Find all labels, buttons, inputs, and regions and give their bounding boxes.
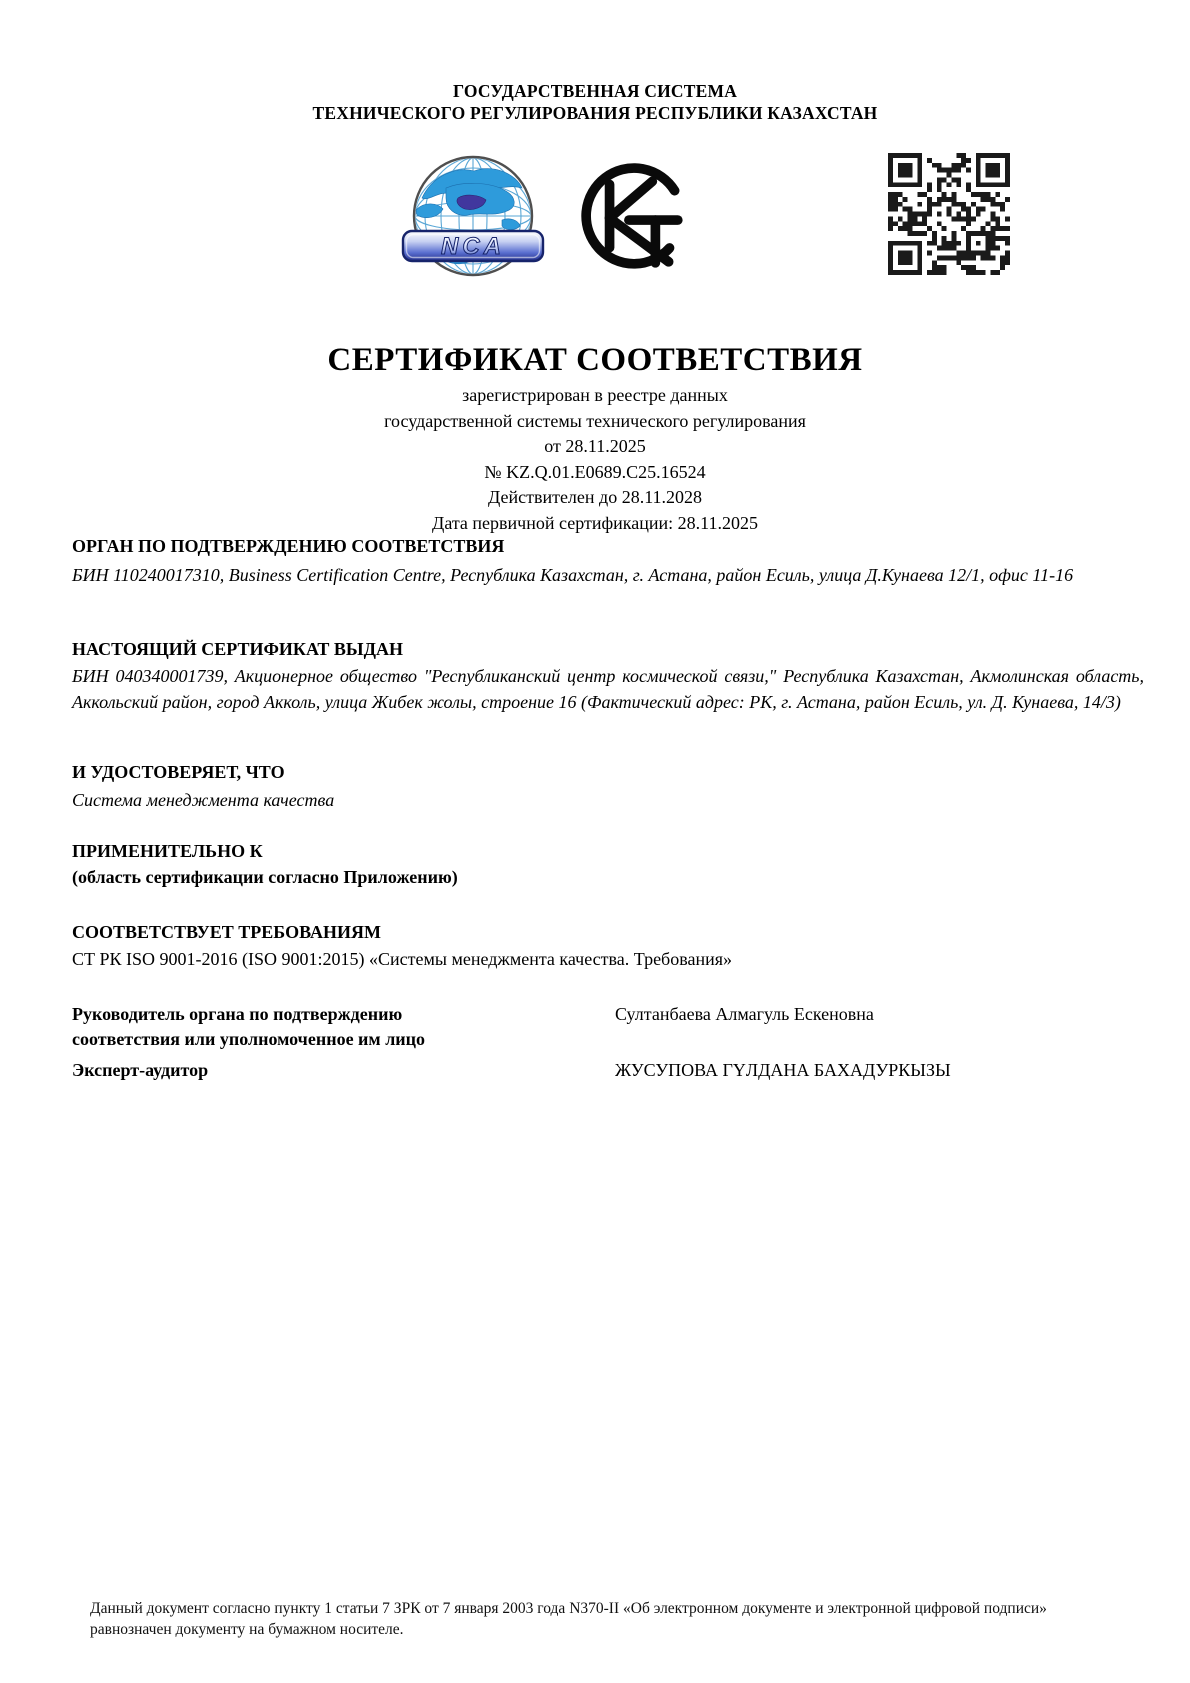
section-subheading-applicable-to: (область сертификации согласно Приложению) (72, 867, 458, 887)
section-heading-certifies-that: И УДОСТОВЕРЯЕТ, ЧТО (72, 762, 285, 782)
header-line-2: ТЕХНИЧЕСКОГО РЕГУЛИРОВАНИЯ РЕСПУБЛИКИ КАЗАХСТАН (312, 103, 878, 123)
section-heading-certification-body: ОРГАН ПО ПОДТВЕРЖДЕНИЮ СООТВЕТСТВИЯ (72, 536, 505, 556)
registry-block (0, 383, 1190, 536)
header-line-1: ГОСУДАРСТВЕННАЯ СИСТЕМА (452, 81, 738, 101)
first-certification-date: Дата первичной сертификации: 28.11.2025 (432, 512, 758, 533)
registry-date: от 28.11.2025 (544, 436, 646, 456)
valid-until: Действителен до 28.11.2028 (487, 487, 703, 507)
certificate-number: № KZ.Q.01.E0689.C25.16524 (484, 461, 706, 482)
state-system-header (0, 80, 1190, 124)
signature-label-expert-auditor: Эксперт-аудитор (72, 1060, 209, 1080)
registry-line-2: государственной системы технического регулирования (384, 410, 806, 431)
signature-name-expert-auditor: ЖУСУПОВА ГҮЛДАНА БАХАДУРКЫЗЫ (615, 1060, 951, 1080)
nca-logo-text: NCA (441, 233, 505, 260)
section-body-certification-body: БИН 110240017310, Business Certification Centre, Республика Казахстан, г. Астана, район Есиль, улица Д.Кунаева 12/1, офис 11-16 (72, 565, 1074, 585)
legal-footer-note: Данный документ согласно пункту 1 статьи 7 ЗРК от 7 января 2003 года N370-II «Об электронном документе и электронной цифровой подписи» равнозначен документу на бумажном носителе. (90, 1600, 1047, 1638)
qr-code (888, 153, 1010, 275)
section-body-issued-to: БИН 040340001739, Акционерное общество "Республиканский центр космической связи," Республика Казахстан, Акмолинская область, Аккольский район, город Акколь, улица Жибек жолы, строение 16 (Фактический адрес: РК, г. Астана, район Есиль, ул. Д. Кунаева, 14/3) (72, 666, 1144, 712)
signature-label-head-of-body: Руководитель органа по подтверждению соответствия или уполномоченное им лицо (72, 1004, 426, 1049)
kt-conformity-mark-icon (578, 160, 690, 272)
certificate-title: СЕРТИФИКАТ СООТВЕТСТВИЯ (327, 342, 863, 378)
signature-name-head-of-body: Султанбаева Алмагуль Ескеновна (615, 1004, 874, 1024)
signature-row-head-of-body (72, 1002, 1144, 1062)
section-heading-issued-to: НАСТОЯЩИЙ СЕРТИФИКАТ ВЫДАН (72, 639, 403, 659)
section-body-complies-with: СТ РК ISO 9001-2016 (ISO 9001:2015) «Системы менеджмента качества. Требования» (72, 949, 733, 969)
registry-line-1: зарегистрирован в реестре данных (462, 385, 728, 405)
section-heading-complies-with: СООТВЕТСТВУЕТ ТРЕБОВАНИЯМ (72, 922, 381, 942)
signature-row-expert-auditor (72, 1058, 1144, 1118)
section-heading-applicable-to: ПРИМЕНИТЕЛЬНО К (72, 841, 263, 861)
section-body-certifies-that: Система менеджмента качества (72, 790, 335, 810)
nca-globe-icon (398, 154, 548, 294)
